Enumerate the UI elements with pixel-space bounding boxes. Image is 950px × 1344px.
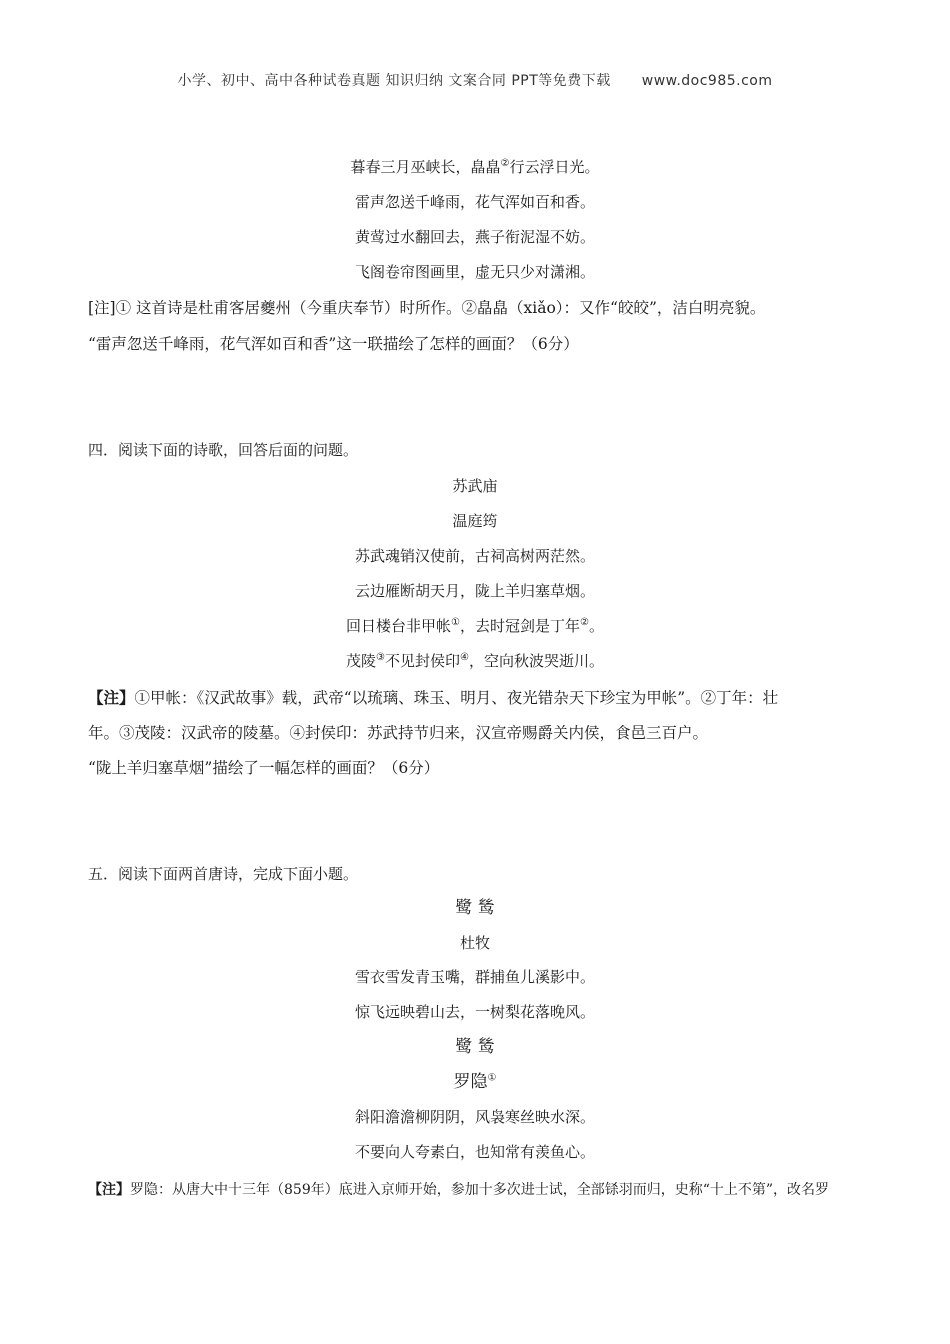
poem5b-line-1: 斜阳澹澹柳阴阴，风袅寒丝映水深。 — [354, 1108, 595, 1126]
poem5a-line-2: 惊飞远映碧山去，一树梨花落晚风。 — [354, 1003, 595, 1021]
poem4-note-line-2: 年。③茂陵：汉武帝的陵墓。④封侯印：苏武持节归来，汉宣帝赐爵关内侯，食邑三百户。 — [88, 724, 709, 742]
poem3-note: [注]① 这首诗是杜甫客居夔州（今重庆奉节）时所作。②皛皛（xiǎo）：又作“皎皎”，洁白明亮貌。 — [88, 299, 766, 317]
note-label: 【注】 — [88, 689, 135, 707]
poem5a-title: 鹭 鸶 — [455, 898, 495, 918]
poem3-line-2: 雷声忽送千峰雨，花气浑如百和香。 — [354, 193, 595, 211]
section4-heading: 四．阅读下面的诗歌，回答后面的问题。 — [88, 441, 359, 459]
page-header — [0, 70, 950, 90]
poem5-note: 【注】罗隐：从唐大中十三年（859年）底进入京师开始，参加十多次进士试，全部铩羽而归，史称“十上不第”，改名罗 — [88, 1182, 830, 1198]
header-url[interactable]: www.doc985.com — [641, 73, 773, 89]
poem4-note-line-1: 【注】①甲帐：《汉武故事》载，武帝“以琉璃、珠玉、明月、夜光错杂天下珍宝为甲帐”。②丁年：壮 — [88, 689, 779, 707]
poem4-line-2: 云边雁断胡天月，陇上羊归塞草烟。 — [354, 582, 595, 600]
poem3-line-4: 飞阁卷帘图画里，虚无只少对潇湘。 — [354, 263, 595, 281]
poem5b-line-2: 不要向人夸素白，也知常有羡鱼心。 — [354, 1143, 595, 1161]
poem5b-author: 罗隐① — [453, 1072, 497, 1092]
poem5a-author: 杜牧 — [459, 934, 490, 952]
note-label: 【注】 — [88, 1182, 130, 1198]
poem4-line-4: 茂陵③不见封侯印④，空向秋波哭逝川。 — [346, 652, 604, 670]
poem5b-title: 鹭 鸶 — [455, 1037, 495, 1057]
footnote-marker: ② — [500, 158, 510, 169]
poem4-author: 温庭筠 — [452, 512, 498, 530]
poem5a-line-1: 雪衣雪发青玉嘴，群捕鱼儿溪影中。 — [354, 968, 595, 986]
poem4-line-1: 苏武魂销汉使前，古祠高树两茫然。 — [354, 547, 595, 565]
section5-heading: 五．阅读下面两首唐诗，完成下面小题。 — [88, 865, 359, 883]
header-text: 小学、初中、高中各种试卷真题 知识归纳 文案合同 PPT等免费下载 — [177, 73, 611, 89]
poem3-line-1: 暮春三月巫峡长，皛皛②行云浮日光。 — [350, 158, 600, 176]
poem4-question: “陇上羊归塞草烟”描绘了一幅怎样的画面？（6分） — [88, 759, 440, 777]
poem3-question: “雷声忽送千峰雨，花气浑如百和香”这一联描绘了怎样的画面？（6分） — [88, 335, 579, 353]
poem3-line-3: 黄莺过水翻回去，燕子衔泥湿不妨。 — [354, 228, 595, 246]
poem4-title: 苏武庙 — [452, 477, 498, 495]
poem4-line-3: 回日楼台非甲帐①，去时冠剑是丁年②。 — [346, 617, 604, 635]
